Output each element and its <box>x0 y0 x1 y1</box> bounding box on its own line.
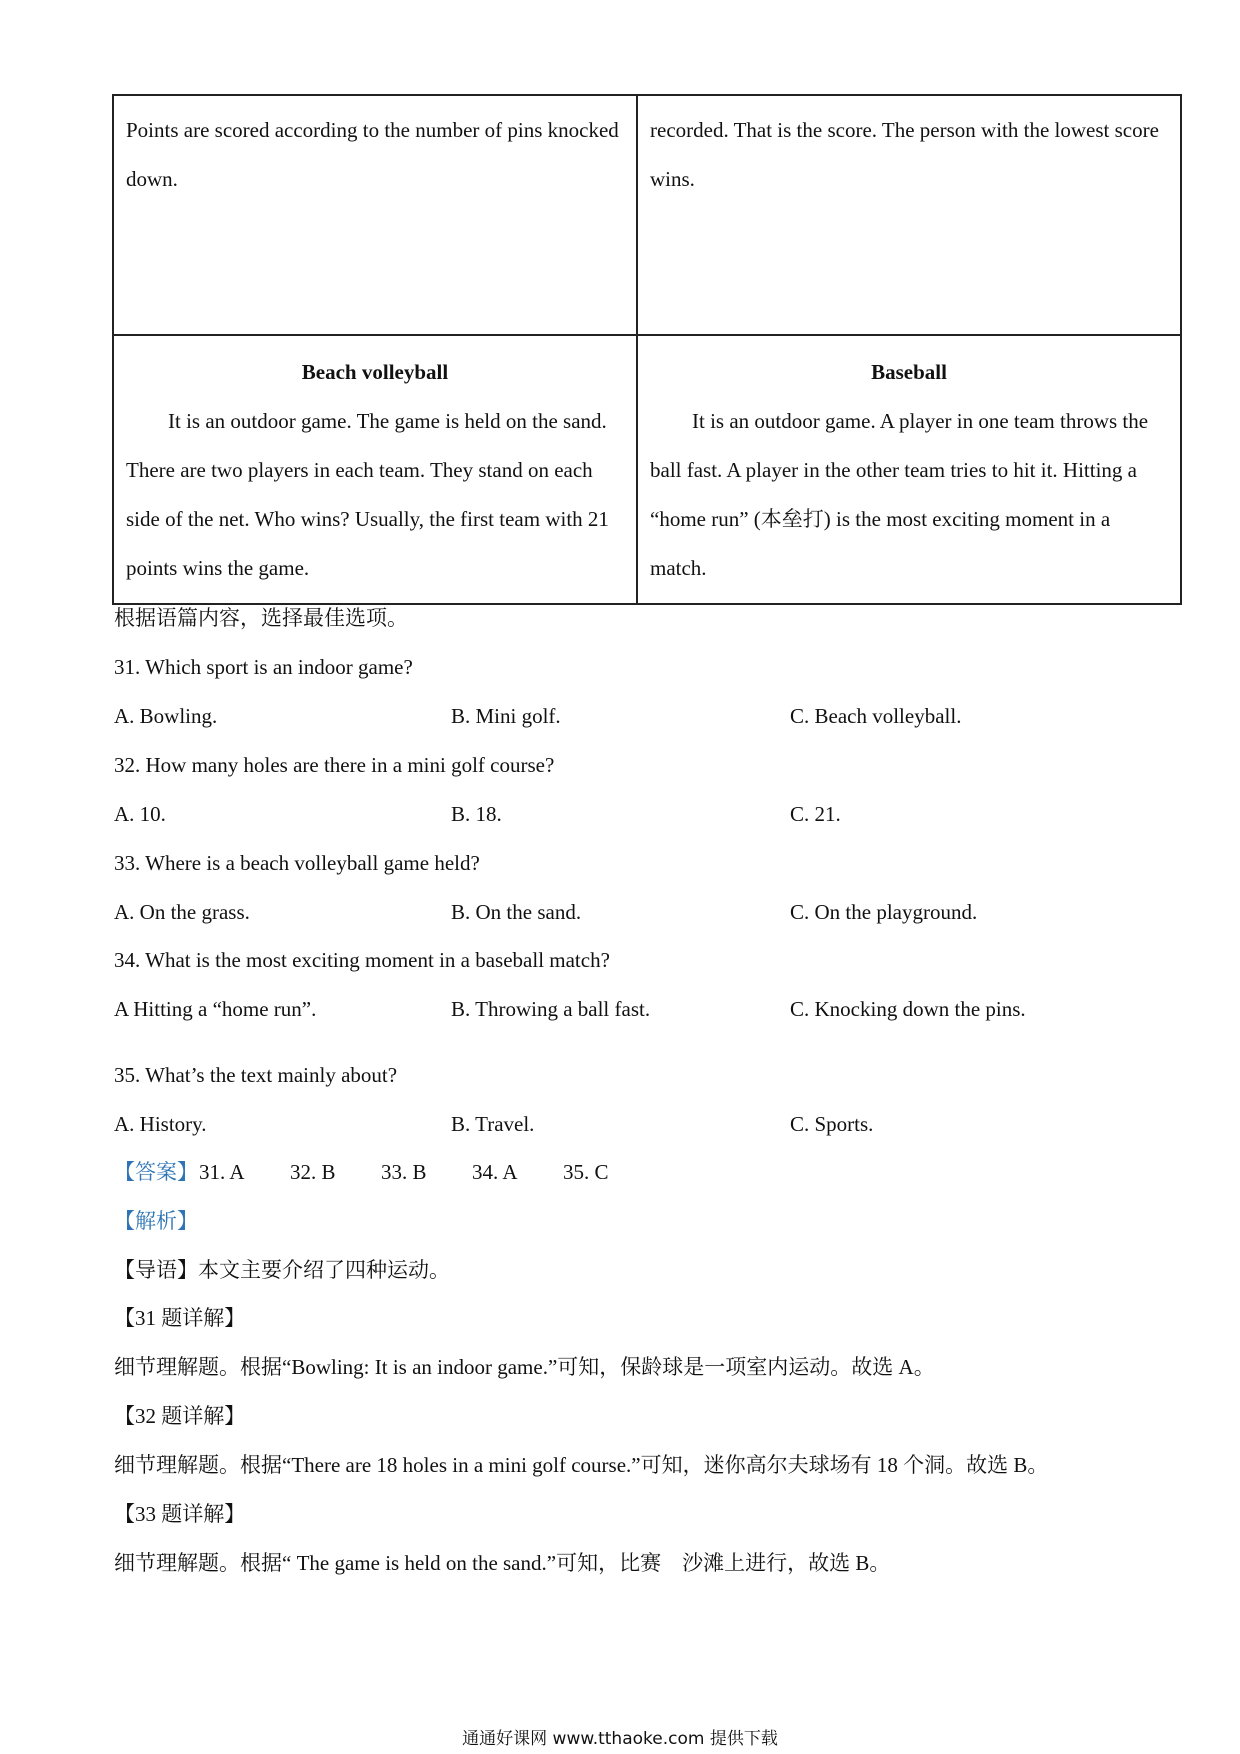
detail-32-heading: 【32 题详解】 <box>114 1404 246 1428</box>
detail-32-text: 细节理解题。根据“There are 18 holes in a mini golf course.”可知，迷你高尔夫球场有 18 个洞。故选 B。 <box>114 1453 1049 1477</box>
question-34: 34. What is the most exciting moment in a baseball match? <box>114 948 610 972</box>
baseball-cell <box>637 335 1181 604</box>
q32-option-c: C. 21. <box>790 802 841 826</box>
detail-31-text: 细节理解题。根据“Bowling: It is an indoor game.”可知，保龄球是一项室内运动。故选 A。 <box>114 1355 935 1379</box>
instruction: 根据语篇内容，选择最佳选项。 <box>114 606 408 630</box>
q32-option-a: A. 10. <box>114 802 166 826</box>
answer-35: 35. C <box>563 1160 609 1184</box>
q31-option-c: C. Beach volleyball. <box>790 704 962 728</box>
q33-option-b: B. On the sand. <box>451 900 582 924</box>
baseball-title: Baseball <box>871 360 947 384</box>
q33-option-a: A. On the grass. <box>114 900 250 924</box>
table-row <box>113 95 1181 335</box>
q35-option-b: B. Travel. <box>451 1112 535 1136</box>
answer-33: 33. B <box>381 1160 427 1184</box>
q35-option-a: A. History. <box>114 1112 207 1136</box>
bowling-cell <box>113 95 637 335</box>
beach-volleyball-title: Beach volleyball <box>301 360 449 384</box>
detail-31-heading: 【31 题详解】 <box>114 1306 246 1330</box>
q34-option-b: B. Throwing a ball fast. <box>451 997 651 1021</box>
detail-33-heading: 【33 题详解】 <box>114 1502 246 1526</box>
answer-32: 32. B <box>290 1160 336 1184</box>
answer-31: 31. A <box>199 1160 245 1184</box>
question-32: 32. How many holes are there in a mini golf course? <box>114 753 555 777</box>
bowling-text: Points are scored according to the number of pins knocked down. <box>126 118 619 191</box>
beach-volleyball-cell <box>113 335 637 604</box>
analysis-tag: 【解析】 <box>114 1209 198 1233</box>
mini-golf-cell <box>637 95 1181 335</box>
answer-34: 34. A <box>472 1160 518 1184</box>
table-row <box>113 335 1181 604</box>
guide-text: 【导语】本文主要介绍了四种运动。 <box>114 1258 450 1282</box>
mini-golf-text: recorded. That is the score. The person with the lowest score wins. <box>650 118 1159 191</box>
beach-volleyball-body: It is an outdoor game. The game is held on the sand. There are two players in each team. They stand on each side of the net. Who wins? Usually, the first team with 21 points wins the game. <box>126 409 609 580</box>
question-31: 31. Which sport is an indoor game? <box>114 655 413 679</box>
question-35: 35. What’s the text mainly about? <box>114 1063 398 1087</box>
q34-option-c: C. Knocking down the pins. <box>790 997 1026 1021</box>
q31-option-a: A. Bowling. <box>114 704 218 728</box>
q35-option-c: C. Sports. <box>790 1112 874 1136</box>
q33-option-c: C. On the playground. <box>790 900 978 924</box>
q32-option-b: B. 18. <box>451 802 502 826</box>
baseball-body: It is an outdoor game. A player in one team throws the ball fast. A player in the other team tries to hit it. Hitting a “home run” (本垒打) is the most exciting moment in a match. <box>650 409 1149 580</box>
page-footer: 通通好课网 www.tthaoke.com 提供下载 <box>462 1729 778 1749</box>
q31-option-b: B. Mini golf. <box>451 704 561 728</box>
question-33: 33. Where is a beach volleyball game held? <box>114 851 480 875</box>
detail-33-text: 细节理解题。根据“ The game is held on the sand.”可知，比赛 沙滩上进行，故选 B。 <box>114 1551 891 1575</box>
q34-option-a: A Hitting a “home run”. <box>114 997 317 1021</box>
answer-tag: 【答案】 <box>114 1160 198 1184</box>
sports-table <box>112 94 1182 605</box>
